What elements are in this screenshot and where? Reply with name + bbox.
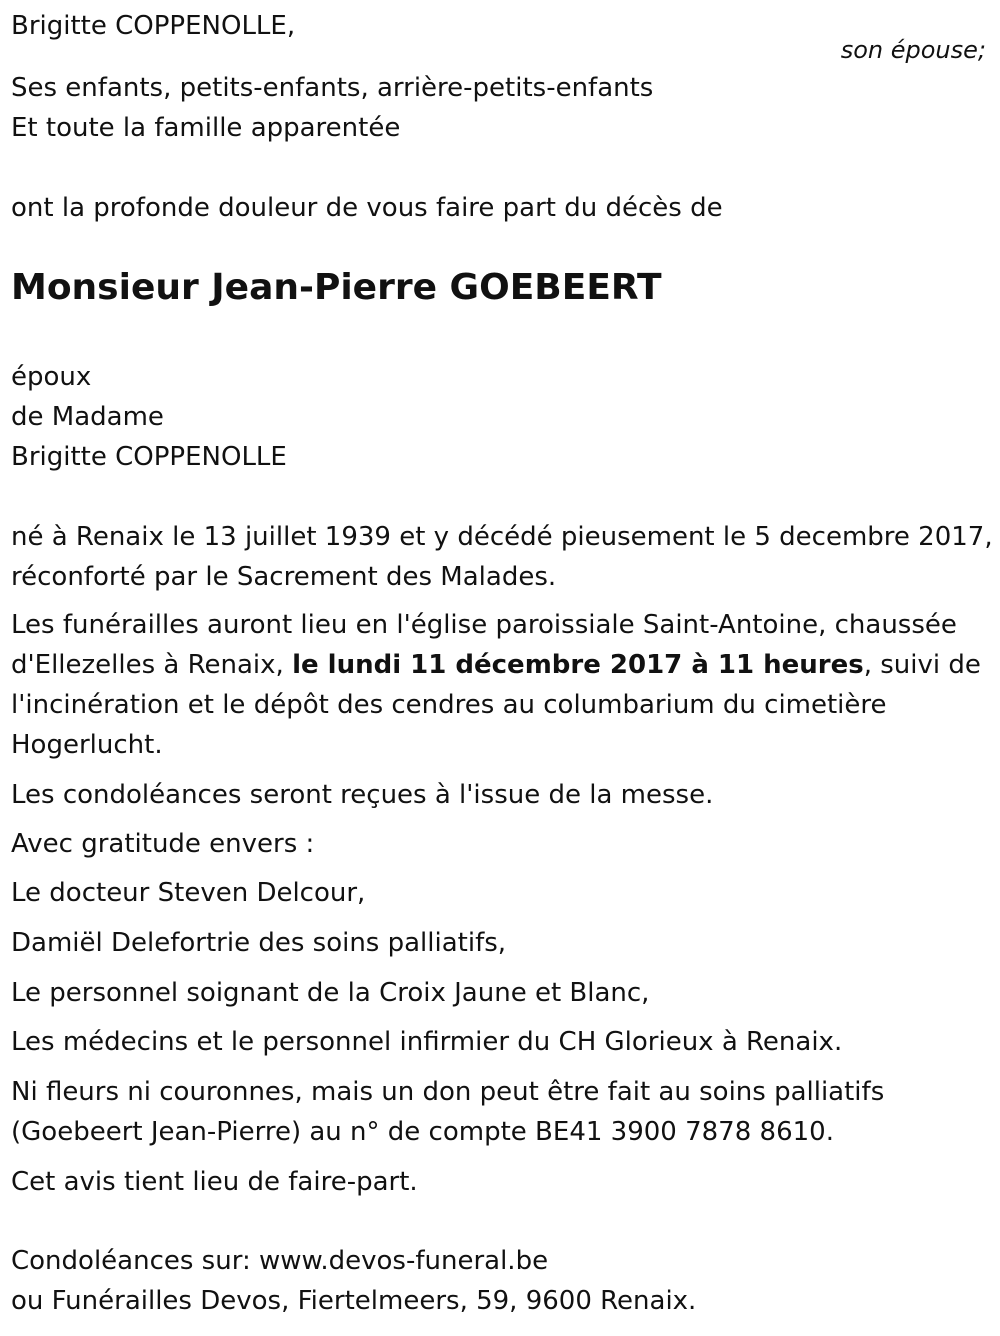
spouse-block-line-1: époux: [11, 362, 92, 392]
funeral-date-time: le lundi 11 décembre 2017 à 11 heures: [292, 650, 864, 680]
gratitude-intro: Avec gratitude envers :: [11, 829, 315, 859]
gratitude-item: Damiël Delefortrie des soins palliatifs,: [11, 928, 507, 958]
contact-website: Condoléances sur: www.devos-funeral.be: [11, 1246, 549, 1276]
announcement-text: ont la profonde douleur de vous faire part du décès de: [11, 193, 723, 223]
gratitude-item: Le docteur Steven Delcour,: [11, 878, 366, 908]
spouse-name-header: Brigitte COPPENOLLE,: [11, 11, 296, 41]
funeral-line-1: Les funérailles auront lieu en l'église paroissiale Saint-Antoine, chaussée: [11, 610, 957, 640]
spouse-role: son épouse;: [840, 36, 986, 64]
birth-death-line-1: né à Renaix le 13 juillet 1939 et y décédé pieusement le 5 decembre 2017,: [11, 522, 993, 552]
family-line-1: Ses enfants, petits-enfants, arrière-petits-enfants: [11, 73, 654, 103]
funeral-place: d'Ellezelles à Renaix,: [11, 650, 293, 680]
spouse-block-line-3: Brigitte COPPENOLLE: [11, 442, 287, 472]
gratitude-item: Le personnel soignant de la Croix Jaune et Blanc,: [11, 978, 650, 1008]
contact-address: ou Funérailles Devos, Fiertelmeers, 59, 9600 Renaix.: [11, 1286, 697, 1316]
spouse-block-line-2: de Madame: [11, 402, 164, 432]
funeral-line-4: Hogerlucht.: [11, 730, 163, 760]
donation-line-2: (Goebeert Jean-Pierre) au n° de compte BE41 3900 7878 8610.: [11, 1117, 834, 1147]
gratitude-item: Les médecins et le personnel infirmier du CH Glorieux à Renaix.: [11, 1027, 843, 1057]
family-line-2: Et toute la famille apparentée: [11, 113, 401, 143]
funeral-line-2: [11, 645, 981, 685]
funeral-line-3: l'incinération et le dépôt des cendres au columbarium du cimetière: [11, 690, 887, 720]
condolences-mass: Les condoléances seront reçues à l'issue de la messe.: [11, 780, 714, 810]
donation-line-1: Ni fleurs ni couronnes, mais un don peut être fait au soins palliatifs: [11, 1077, 885, 1107]
notice-text: Cet avis tient lieu de faire-part.: [11, 1167, 418, 1197]
funeral-continuation: , suivi de: [863, 650, 981, 680]
birth-death-line-2: réconforté par le Sacrement des Malades.: [11, 562, 557, 592]
deceased-name: Monsieur Jean-Pierre GOEBEERT: [11, 267, 662, 308]
